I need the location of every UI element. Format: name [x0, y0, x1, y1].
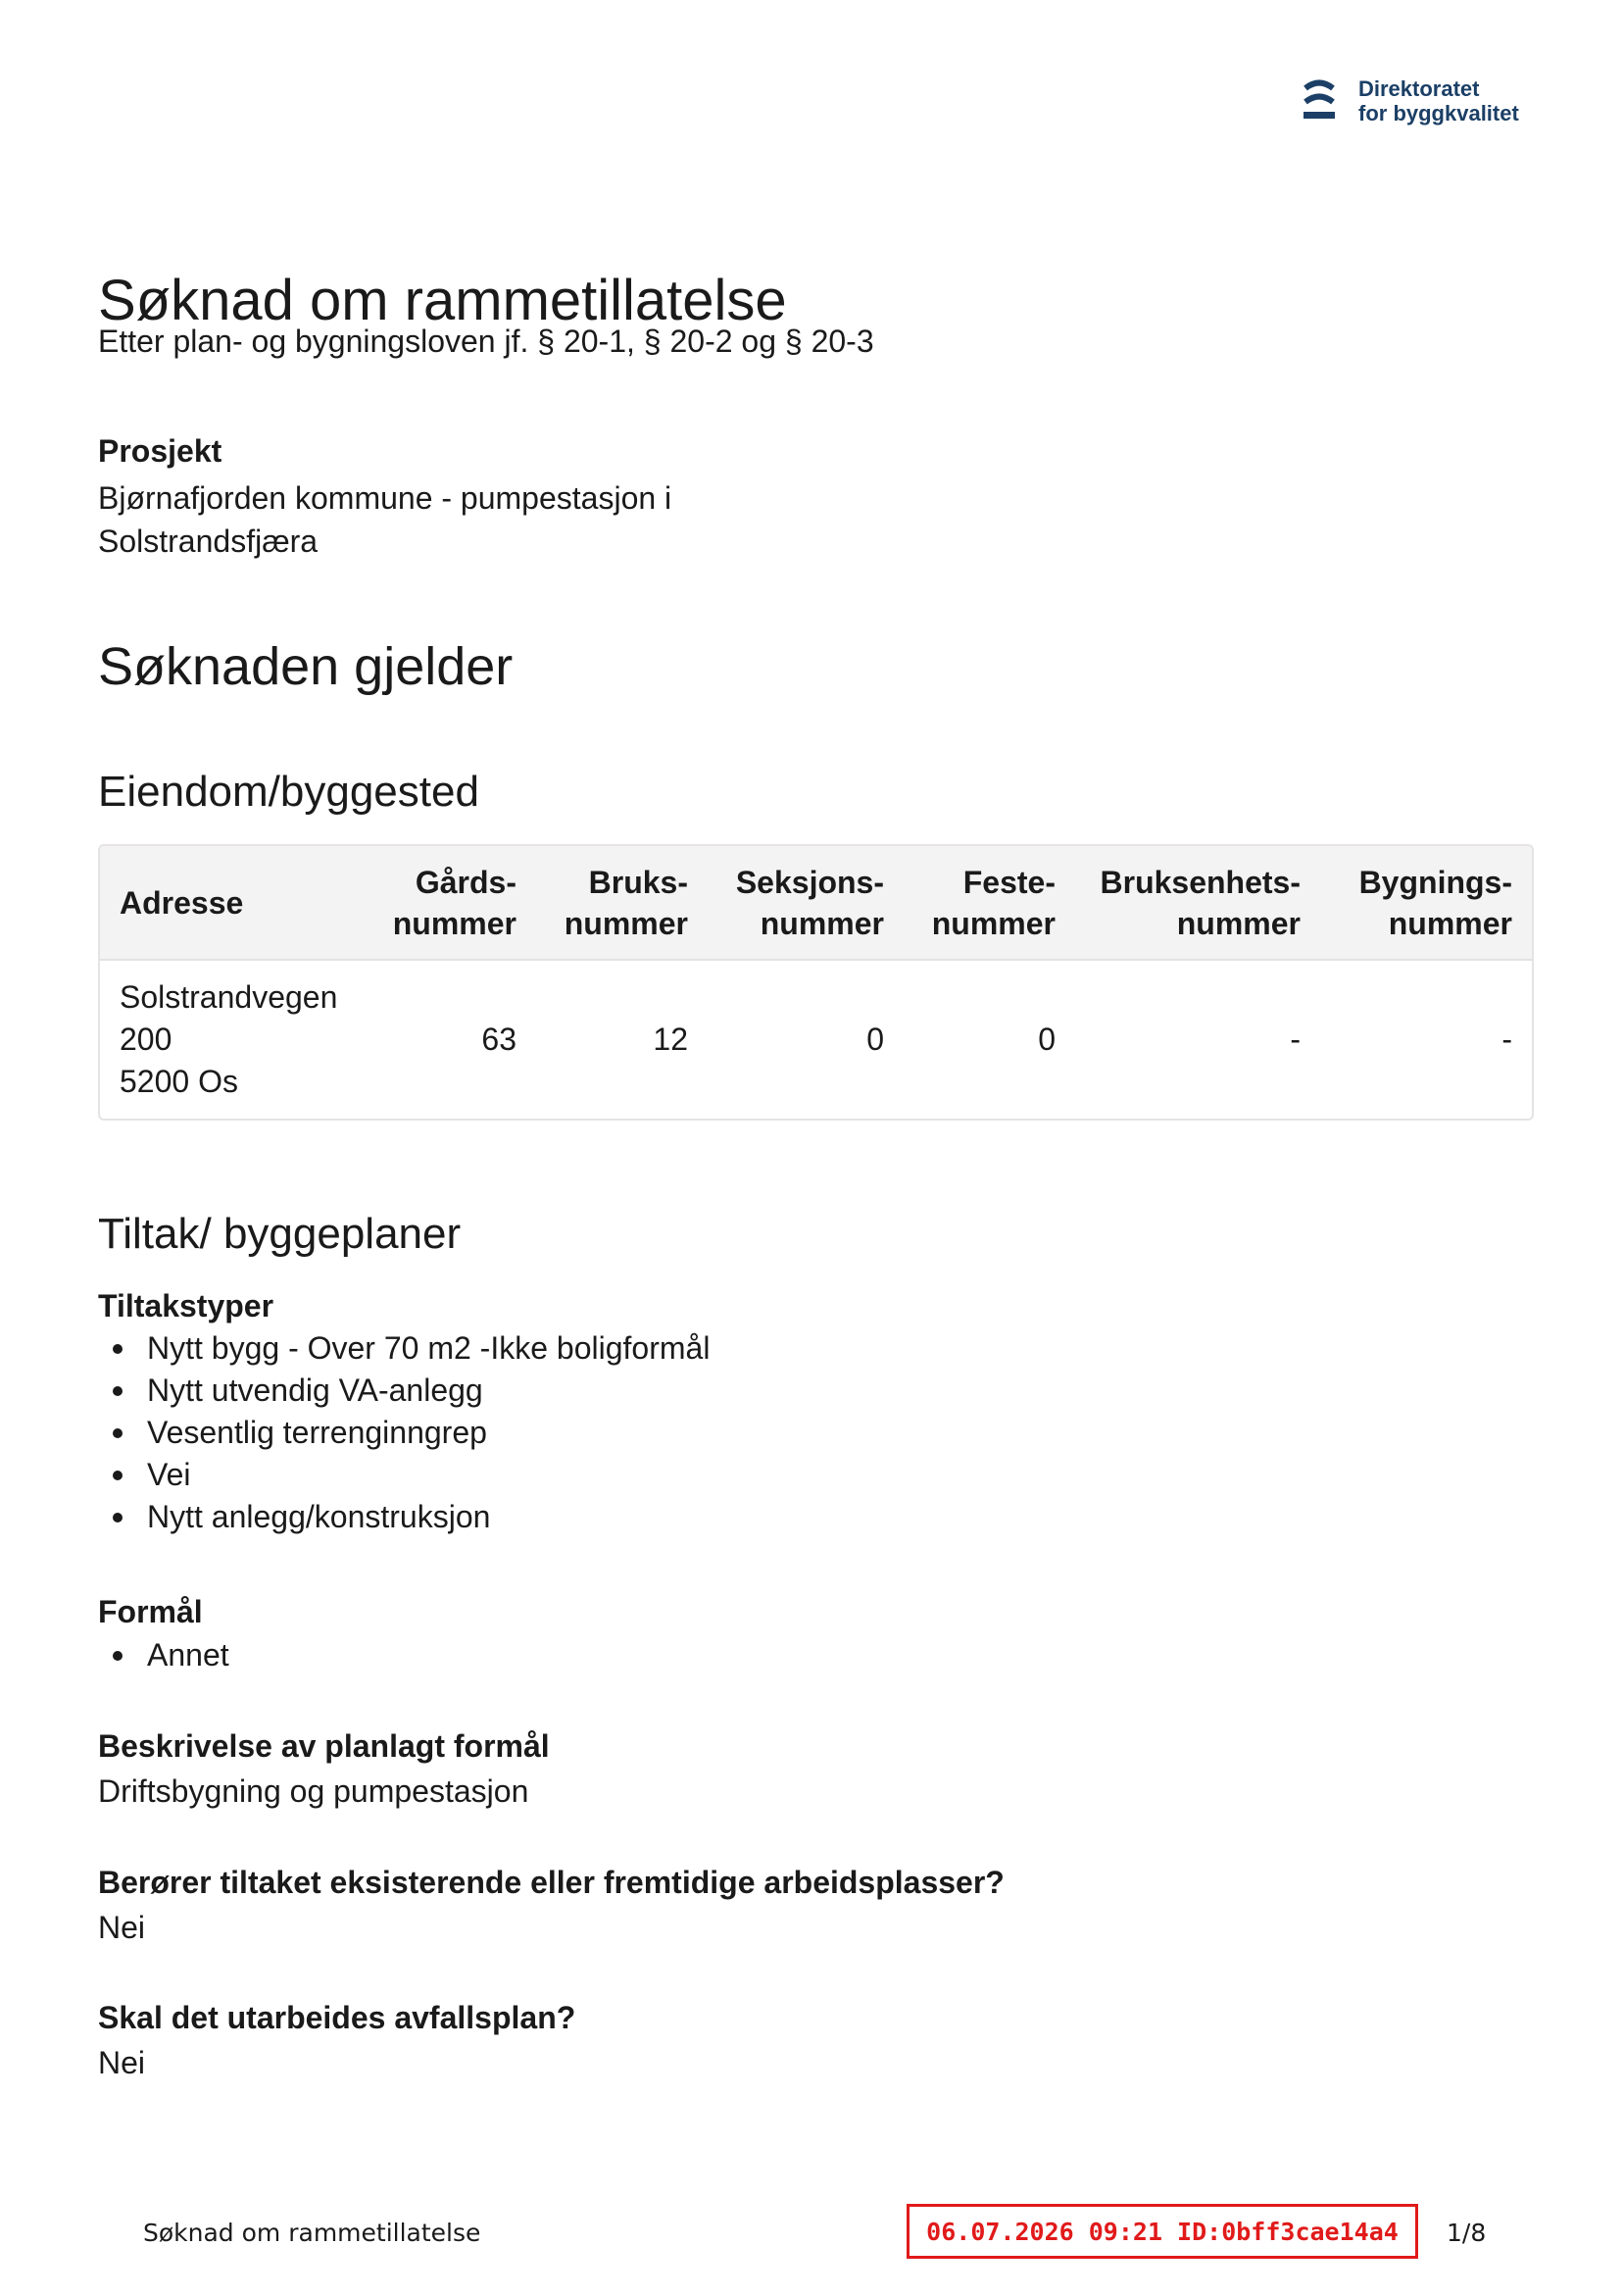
cell-festenummer: 0 [1038, 1022, 1056, 1057]
measure-types-list [98, 1327, 710, 1538]
table-row [100, 960, 1532, 1119]
project-label: Prosjekt [98, 433, 222, 469]
project-name-line-1: Bjørnafjorden kommune - pumpestasjon i [98, 480, 672, 516]
logo-line-1: Direktoratet [1358, 76, 1480, 101]
list-item: Vesentlig terrenginngrep [98, 1412, 710, 1454]
col-header-bygningsnummer: Bygnings- nummer [1358, 864, 1512, 941]
list-item: Nytt utvendig VA-anlegg [98, 1370, 710, 1412]
timestamp-id-stamp: 06.07.2026 09:21 ID:0bff3cae14a4 [907, 2204, 1418, 2259]
cell-gardsnummer: 63 [481, 1022, 516, 1057]
waste-plan-value: Nei [98, 2045, 146, 2080]
purpose-list [98, 1634, 229, 1676]
property-heading: Eiendom/byggested [98, 768, 479, 816]
col-header-festenummer: Feste- nummer [931, 864, 1056, 941]
cell-bygningsnummer: - [1501, 1022, 1512, 1057]
col-header-bruksenhetsnummer: Bruksenhets- nummer [1100, 864, 1301, 941]
page-subtitle: Etter plan- og bygningsloven jf. § 20-1, § 20-2 og § 20-3 [98, 324, 874, 359]
section-heading: Søknaden gjelder [98, 637, 514, 696]
project-name [98, 476, 671, 563]
list-item: Vei [98, 1454, 710, 1496]
project-name-line-2: Solstrandsfjæra [98, 524, 319, 559]
address-line-3: 5200 Os [120, 1064, 238, 1099]
logo-line-2: for byggkvalitet [1358, 101, 1519, 125]
cell-bruksenhetsnummer: - [1290, 1022, 1301, 1057]
table-header-row [100, 846, 1532, 960]
measure-types-label: Tiltakstyper [98, 1288, 274, 1323]
list-item: Annet [98, 1634, 229, 1676]
footer-title: Søknad om rammetillatelse [143, 2219, 481, 2247]
dibk-logo-mark-icon [1300, 78, 1339, 124]
dibk-logo [1300, 76, 1519, 125]
logo-text [1358, 76, 1519, 125]
cell-seksjonsnummer: 0 [866, 1022, 884, 1057]
col-header-seksjonsnummer: Seksjons- nummer [735, 864, 884, 941]
list-item: Nytt anlegg/konstruksjon [98, 1496, 710, 1538]
property-table [98, 844, 1534, 1121]
cell-bruksnummer: 12 [653, 1022, 688, 1057]
list-item: Nytt bygg - Over 70 m2 -Ikke boligformål [98, 1327, 710, 1370]
description-label: Beskrivelse av planlagt formål [98, 1728, 550, 1764]
col-header-adresse: Adresse [120, 884, 244, 921]
workplaces-value: Nei [98, 1910, 146, 1945]
measures-heading: Tiltak/ byggeplaner [98, 1210, 462, 1258]
waste-plan-label: Skal det utarbeides avfallsplan? [98, 2000, 576, 2035]
address-line-1: Solstrandvegen [120, 979, 338, 1015]
cell-adresse [100, 960, 365, 1119]
address-line-2: 200 [120, 1022, 172, 1057]
purpose-label: Formål [98, 1594, 203, 1629]
col-header-gardsnummer: Gårds- nummer [392, 864, 516, 941]
page-title: Søknad om rammetillatelse [98, 269, 787, 332]
workplaces-label: Berører tiltaket eksisterende eller fremtidige arbeidsplasser? [98, 1865, 1005, 1900]
col-header-bruksnummer: Bruks- nummer [564, 864, 688, 941]
description-value: Driftsbygning og pumpestasjon [98, 1773, 529, 1809]
page-number: 1/8 [1447, 2219, 1487, 2247]
